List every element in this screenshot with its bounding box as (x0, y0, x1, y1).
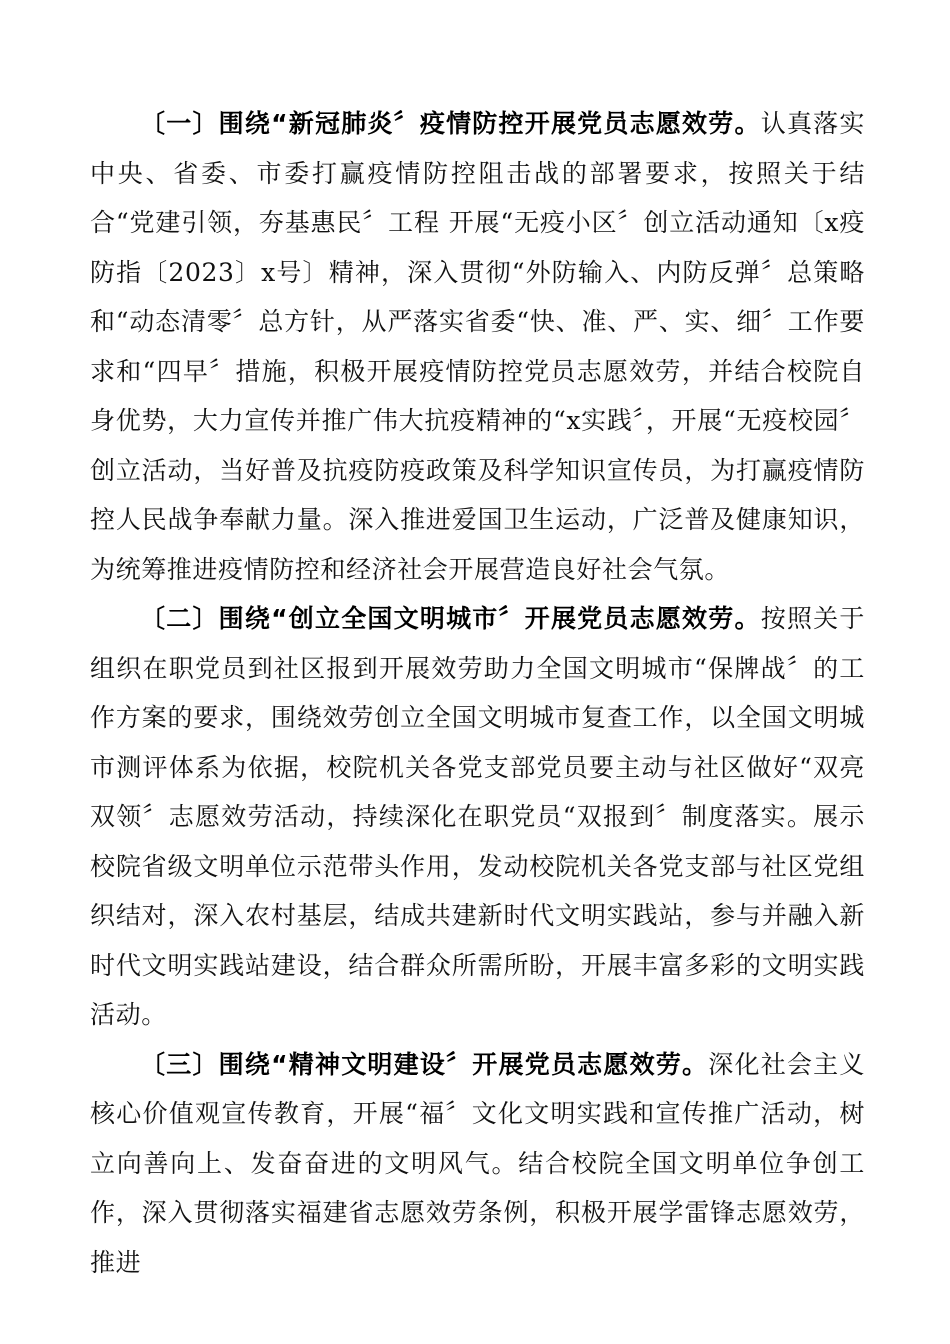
document-page (90, 99, 865, 1287)
section-3-paragraph (90, 1040, 865, 1288)
section-1-body: 认真落实中央、省委、市委打赢疫情防控阻击战的部署要求，按照关于结合“党建引领，夯基惠民〞工程 开展“无疫小区〞创立活动通知〔x疫防指〔2023〕x号〕精神，深入贯彻“外防输入、内防反弹〞总策略和“动态清零〞总方针，从严落实省委“快、准、严、实、细〞工作要求和“四早〞措施，积极开展疫情防控党员志愿效劳，并结合校院自身优势，大力宣传并推广伟大抗疫精神的“x实践〞，开展“无疫校园〞创立活动，当好普及抗疫防疫政策及科学知识宣传员，为打赢疫情防控人民战争奉献力量。深入推进爱国卫生运动，广泛普及健康知识，为统筹推进疫情防控和经济社会开展营造良好社会气氛。 (90, 109, 865, 584)
section-3-heading: 〔三〕围绕“精神文明建设〞开展党员志愿效劳。 (140, 1049, 709, 1079)
section-3-body: 深化社会主义核心价值观宣传教育，开展“福〞文化文明实践和宣传推广活动，树立向善向上、发奋奋进的文明风气。结合校院全国文明单位争创工作，深入贯彻落实福建省志愿效劳条例，积极开展学雷锋志愿效劳，推进 (90, 1049, 865, 1277)
section-2-paragraph (90, 594, 865, 1040)
section-1-paragraph (90, 99, 865, 594)
section-2-heading: 〔二〕围绕“创立全国文明城市〞开展党员志愿效劳。 (140, 604, 761, 633)
section-1-heading: 〔一〕围绕“新冠肺炎〞疫情防控开展党员志愿效劳。 (140, 109, 761, 138)
section-2-body: 按照关于组织在职党员到社区报到开展效劳助力全国文明城市“保牌战〞的工作方案的要求，围绕效劳创立全国文明城市复查工作，以全国文明城市测评体系为依据，校院机关各党支部党员要主动与社区做好“双亮双领〞志愿效劳活动，持续深化在职党员“双报到〞制度落实。展示校院省级文明单位示范带头作用，发动校院机关各党支部与社区党组织结对，深入农村基层，结成共建新时代文明实践站，参与并融入新时代文明实践站建设，结合群众所需所盼，开展丰富多彩的文明实践活动。 (90, 604, 865, 1029)
